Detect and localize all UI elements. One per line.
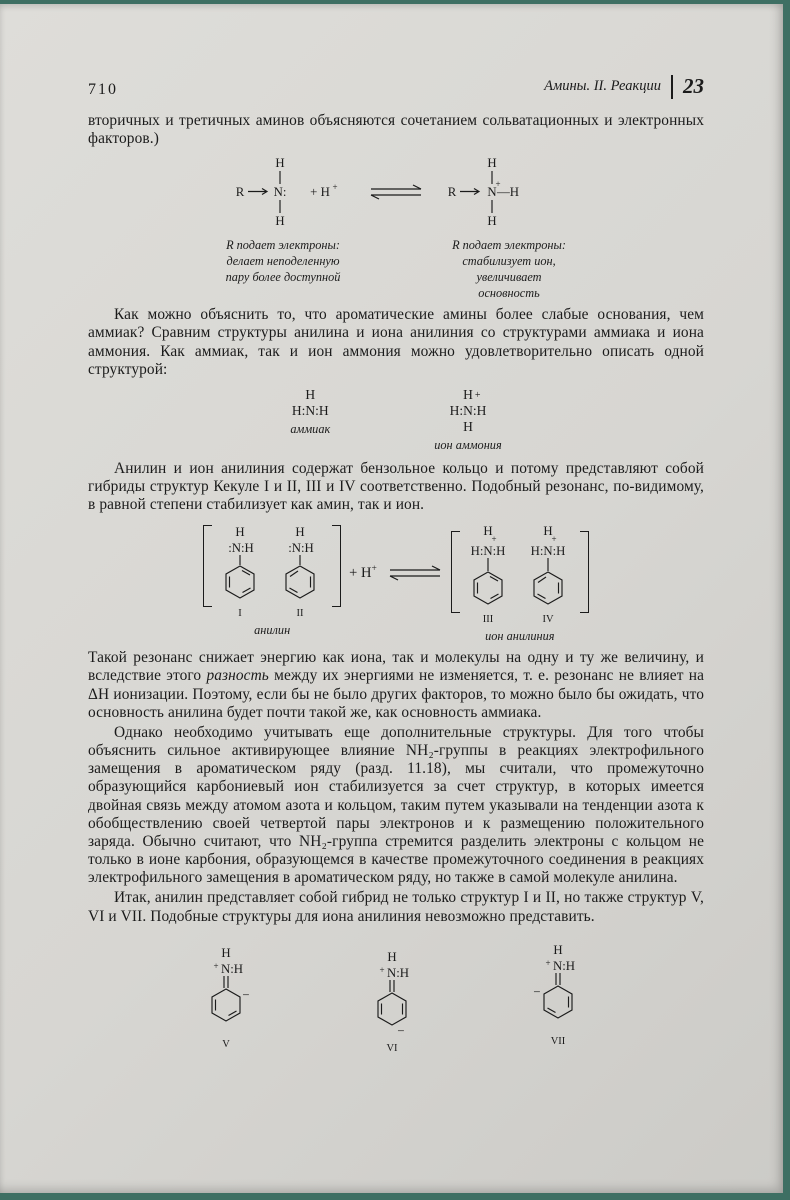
paragraph-resonance-energy: Такой резонанс снижает энергию как иона, так и молекулы на одну и ту же величину, и вследствие этого разность между их энергиями не изменяется, т. е. резонанс не влияет на ΔH ионизации. Поэтому, если бы не было других факторов, то можно было бы ожидать, что основность анилина будет почти такой же, как основность аммиака. (88, 649, 705, 721)
label-III: III (482, 614, 494, 626)
svg-text:H: H (553, 942, 563, 957)
caption-ammonium: ион аммония (434, 437, 502, 452)
structure-ammonia (290, 387, 330, 438)
atom-h-plus: H + (463, 386, 481, 402)
svg-text:H: H (235, 525, 245, 540)
running-title: Амины. II. Реакции (544, 78, 661, 94)
scanned-page (0, 4, 783, 1193)
structure-kekule-II (275, 524, 329, 620)
header-divider (671, 75, 673, 99)
atom-h: H (275, 214, 285, 229)
plus-proton: + H+ (349, 564, 377, 582)
scheme-aniline-resonance (88, 524, 704, 645)
structure-VII (527, 942, 597, 1048)
atom-n: N (487, 185, 497, 200)
label-V: V (222, 1038, 230, 1050)
caption-ammonia: аммиак (290, 421, 331, 436)
structure-ammonium (434, 387, 501, 454)
page-header (88, 74, 704, 99)
svg-text:N:H: N:H (386, 965, 410, 980)
label-IV: IV (542, 614, 554, 626)
bracket-left (203, 525, 212, 607)
structure-anilinium-IV (523, 524, 577, 626)
reaction-middle (349, 564, 443, 582)
scheme-amine-protonation (88, 154, 704, 302)
plus-proton: + H (310, 185, 330, 200)
aniline-group (203, 524, 341, 639)
svg-text:H:N:H: H:N:H (530, 544, 566, 559)
equilibrium-arrows-icon (387, 565, 443, 581)
caption-anilinium: ион анилиния (485, 629, 555, 644)
charge-plus: + (371, 564, 377, 575)
structure-amine (208, 154, 358, 230)
atom-h: H (305, 386, 316, 402)
svg-text:H: H (295, 525, 305, 540)
charge-plus: + (379, 964, 385, 975)
charge-minus: − (533, 984, 541, 999)
anilinium-group (451, 524, 589, 645)
charge-minus: − (397, 1023, 405, 1038)
svg-text:H: H (387, 949, 397, 964)
bond-h: —H (497, 185, 520, 200)
svg-text:H: H (543, 524, 553, 539)
atom-n: N: (273, 185, 287, 200)
paragraph-hybrid-conclusion: Итак, анилин представляет собой гибрид не только структур I и II, но также структур V, VI и VII. Подобные структуры для иона анилиния невозможно представить. (88, 889, 704, 925)
atom-h: H (487, 156, 497, 171)
atom-r: R (235, 185, 245, 200)
ammonium-structure-block (434, 154, 584, 302)
svg-text::N:H: :N:H (288, 541, 314, 556)
formula-hnh: H:N:H (449, 402, 487, 418)
paragraph-intro: вторичных и третичных аминов объясняются сочетанием сольватационных и электронных факторов.) (88, 112, 704, 148)
paragraph-additional-structures: Однако необходимо учитывать еще дополнительные структуры. Для того чтобы объяснить сильное активирующее влияние NH₂-группы в реакциях электрофильного замещения в ароматическом ряду (разд. 11.18), мы считали, что промежуточно образующийся карбониевый ион стабилизуется за счет структур, в которых имеется двойная связь между атомом азота и кольцом, таким путем указывали на тенденции азота к обобществлению своей четвертой пары электронов и к размещению положительного заряда. Обычно считают, что NH₂-группа стремится разделить электроны с кольцом не только в ионе карбония, образующемся в качестве промежуточного соединения в реакциях электрофильного замещения в ароматическом ряду, но также в самой молекуле анилина. (88, 723, 704, 887)
structure-anilinium-III (463, 524, 517, 626)
paragraph-aniline-hybrids: Анилин и ион анилиния содержат бензольное кольцо и потому представляют собой гибриды структур Кекуле I и II, III и IV соответственно. Подобный резонанс, по-видимому, в равной степени стабилизует как амин, так и ион. (88, 459, 704, 514)
svg-text::N:H: :N:H (228, 541, 254, 556)
atom-r: R (447, 185, 457, 200)
charge-plus: + (332, 182, 338, 193)
label-II: II (296, 608, 304, 620)
page-content (88, 74, 705, 1054)
caption-protonated: R подает электроны: стабилизует ион, увеличивает основность (452, 238, 566, 301)
amine-structure-block (208, 154, 358, 286)
atom-h: H (463, 418, 473, 434)
charge-minus: − (242, 987, 250, 1002)
svg-text:H: H (483, 524, 493, 539)
page-number-left: 710 (88, 81, 118, 98)
charge-plus: + (495, 179, 501, 190)
atom-h: H (275, 156, 285, 171)
charge-plus: + (545, 957, 551, 968)
page-number-right: 23 (683, 74, 704, 98)
structure-VI (361, 949, 431, 1055)
bracket-right (580, 531, 589, 613)
svg-text:N:H: N:H (220, 961, 244, 976)
paragraph-aromatic-question: Как можно объяснить то, что ароматические амины более слабые основания, чем аммиак? Сравним структуры анилина и иона анилиния со структурами аммиака и иона аммония. Как аммиак, так и ион аммония можно удовлетворительно описать одной структурой: (88, 306, 704, 378)
structure-kekule-I (215, 524, 269, 620)
svg-text:N:H: N:H (552, 958, 576, 973)
scheme-aniline-extra-structures (88, 942, 704, 1054)
caption-aniline: анилин (254, 623, 291, 638)
label-I: I (238, 608, 242, 620)
atom-h: H (487, 214, 497, 229)
charge-plus: + (551, 534, 557, 545)
charge-plus: + (491, 534, 497, 545)
formula-hnh: H:N:H (291, 402, 329, 418)
structure-V (195, 945, 265, 1051)
running-head (544, 74, 704, 99)
label-VI: VI (386, 1042, 398, 1054)
svg-text:H: H (221, 945, 231, 960)
equilibrium-arrows-icon (368, 184, 424, 200)
svg-text:H:N:H: H:N:H (470, 544, 506, 559)
bracket-right (332, 525, 341, 607)
scheme-ammonia-structures (88, 387, 704, 454)
charge-plus: + (213, 960, 219, 971)
structure-protonated-amine (434, 154, 584, 230)
label-VII: VII (550, 1035, 566, 1047)
charge-plus: + (474, 389, 481, 401)
bracket-left (451, 531, 460, 613)
emphasis-difference: разность (206, 667, 269, 685)
caption-amine: R подает электроны: делает неподеленную пару более доступной (225, 238, 341, 285)
